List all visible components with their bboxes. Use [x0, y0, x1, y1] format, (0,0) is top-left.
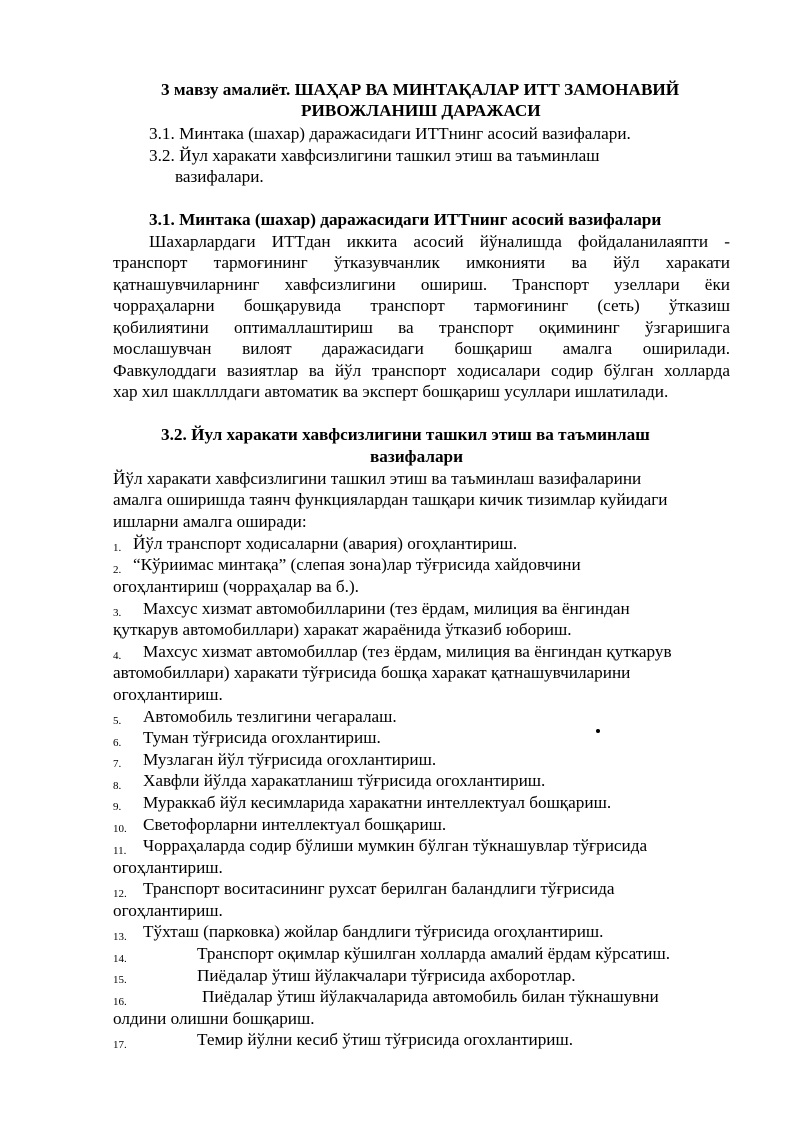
section-1-line: қатнашувчиларнинг хавфсизлигини ошириш. Транспорт узеллари ёки: [113, 275, 730, 294]
list-item-text: огоҳлантириш.: [113, 685, 223, 704]
toc-item-1: 3.1. Минтака (шахар) даражасидаги ИТТнинг асосий вазифалари.: [149, 124, 631, 143]
list-item-number: 14.: [113, 953, 127, 965]
toc-item-2-line-2: вазифалари.: [175, 167, 264, 186]
list-item-number: 10.: [113, 823, 127, 835]
list-item-text: Хавфли йўлда харакатланиш тўғрисида огохлантириш.: [143, 771, 546, 790]
list-item-number: 13.: [113, 931, 127, 943]
list-item-number: 9.: [113, 801, 122, 813]
list-item-text: Йўл транспорт ходисаларни (авария) огоҳлантириш.: [133, 534, 518, 553]
title-line-1: 3 мавзу амалиёт. ШАҲАР ВА МИНТАҚАЛАР ИТТ ЗАМОНАВИЙ: [161, 80, 680, 99]
section-1-line: Фавкулоддаги вазиятлар ва йўл транспорт ходисалари содир бўлган холларда: [113, 361, 730, 380]
section-1-line: хар хил шаклллдаги автоматик ва эксперт бошқариш усуллари ишлатилади.: [113, 382, 669, 401]
list-item-number: 17.: [113, 1039, 127, 1051]
toc-item-2-line-1: 3.2. Йул харакати хавфсизлигини ташкил этиш ва таъминлаш: [149, 146, 600, 165]
list-item-number: 8.: [113, 780, 122, 792]
list-item-text: Туман тўғрисида огохлантириш.: [143, 728, 381, 747]
section-1-line: чорраҳаларни бошқарувида транспорт тармоғининг (сеть) ўтказиш: [113, 296, 730, 315]
list-item-text: Транспорт воситасининг рухсат берилган баландлиги тўғрисида: [143, 879, 615, 898]
list-item-number: 1.: [113, 542, 122, 554]
list-item-text: Автомобиль тезлигини чегаралаш.: [143, 707, 397, 726]
list-item-text: автомобиллари) харакати тўғрисида бошқа харакат қатнашувчиларини: [113, 663, 631, 682]
section-2-heading-line-2: вазифалари: [370, 447, 464, 466]
list-item-text: қуткарув автомобиллари) харакат жараёнида ўтказиб юбориш.: [113, 620, 572, 639]
list-item-number: 16.: [113, 996, 127, 1008]
section-1-line: Шахарлардаги ИТТдан иккита асосий йўналишда фойдаланилаяпти -: [149, 232, 730, 251]
section-2-intro-line: амалга оширишда таянч функциялардан ташқари кичик тизимлар куйидаги: [113, 490, 668, 509]
list-item-number: 5.: [113, 715, 122, 727]
list-item-text: олдини олишни бошқариш.: [113, 1009, 315, 1028]
bullet-mark: [596, 729, 600, 733]
list-item-number: 12.: [113, 888, 127, 900]
list-item-number: 15.: [113, 974, 127, 986]
list-item-text: Махсус хизмат автомобилларини (тез ёрдам, милиция ва ёнгиндан: [143, 599, 630, 618]
list-item-text: Музлаган йўл тўғрисида огохлантириш.: [143, 750, 437, 769]
list-item-text: Чорраҳаларда содир бўлиши мумкин бўлган тўкнашувлар тўғрисида: [143, 836, 648, 855]
list-item-text: огоҳлантириш.: [113, 901, 223, 920]
list-item-text: Тўхташ (парковка) жойлар бандлиги тўғрисида огоҳлантириш.: [143, 922, 604, 941]
list-item-text: огоҳлантириш (чорраҳалар ва б.).: [113, 577, 359, 596]
list-item-number: 3.: [113, 607, 122, 619]
section-2-heading-line-1: 3.2. Йул харакати хавфсизлигини ташкил этиш ва таъминлаш: [161, 425, 650, 444]
list-item-text: Транспорт оқимлар кўшилган холларда амалий ёрдам кўрсатиш.: [197, 944, 671, 963]
list-item-text: Мураккаб йўл кесимларида харакатни интеллектуал бошқариш.: [143, 793, 612, 812]
section-2-intro-line: Йўл харакати хавфсизлигини ташкил этиш ва таъминлаш вазифаларини: [113, 469, 642, 488]
list-item-text: Темир йўлни кесиб ўтиш тўғрисида огохлантириш.: [197, 1030, 574, 1049]
section-1-line: қобилиятини оптималлаштириш ва транспорт оқимининг ўзгаришига: [113, 318, 730, 337]
list-item-text: Пиёдалар ўтиш йўлакчалари тўғрисида ахборотлар.: [197, 966, 576, 985]
section-1-line: мослашувчан вилоят даражасидаги бошқариш амалга оширилади.: [113, 339, 730, 358]
list-item-text: Махсус хизмат автомобиллар (тез ёрдам, милиция ва ёнгиндан қуткарув: [143, 642, 672, 661]
section-1-heading: 3.1. Минтака (шахар) даражасидаги ИТТнинг асосий вазифалари: [149, 210, 662, 229]
list-item-text: Пиёдалар ўтиш йўлакчаларида автомобиль билан тўкнашувни: [202, 987, 659, 1006]
list-item-text: огоҳлантириш.: [113, 858, 223, 877]
section-2-intro-line: ишларни амалга оширади:: [113, 512, 307, 531]
section-1-line: транспорт тармоғининг ўтказувчанлик имконияти ва йўл харакати: [113, 253, 730, 272]
list-item-number: 11.: [113, 845, 127, 857]
list-item-text: “Кўриимас минтақа” (слепая зона)лар тўғрисида хайдовчини: [133, 555, 581, 574]
list-item-text: Светофорларни интеллектуал бошқариш.: [143, 815, 447, 834]
list-item-number: 4.: [113, 650, 122, 662]
list-item-number: 6.: [113, 737, 122, 749]
list-item-number: 7.: [113, 758, 122, 770]
title-line-2: РИВОЖЛАНИШ ДАРАЖАСИ: [301, 101, 541, 120]
list-item-number: 2.: [113, 564, 122, 576]
